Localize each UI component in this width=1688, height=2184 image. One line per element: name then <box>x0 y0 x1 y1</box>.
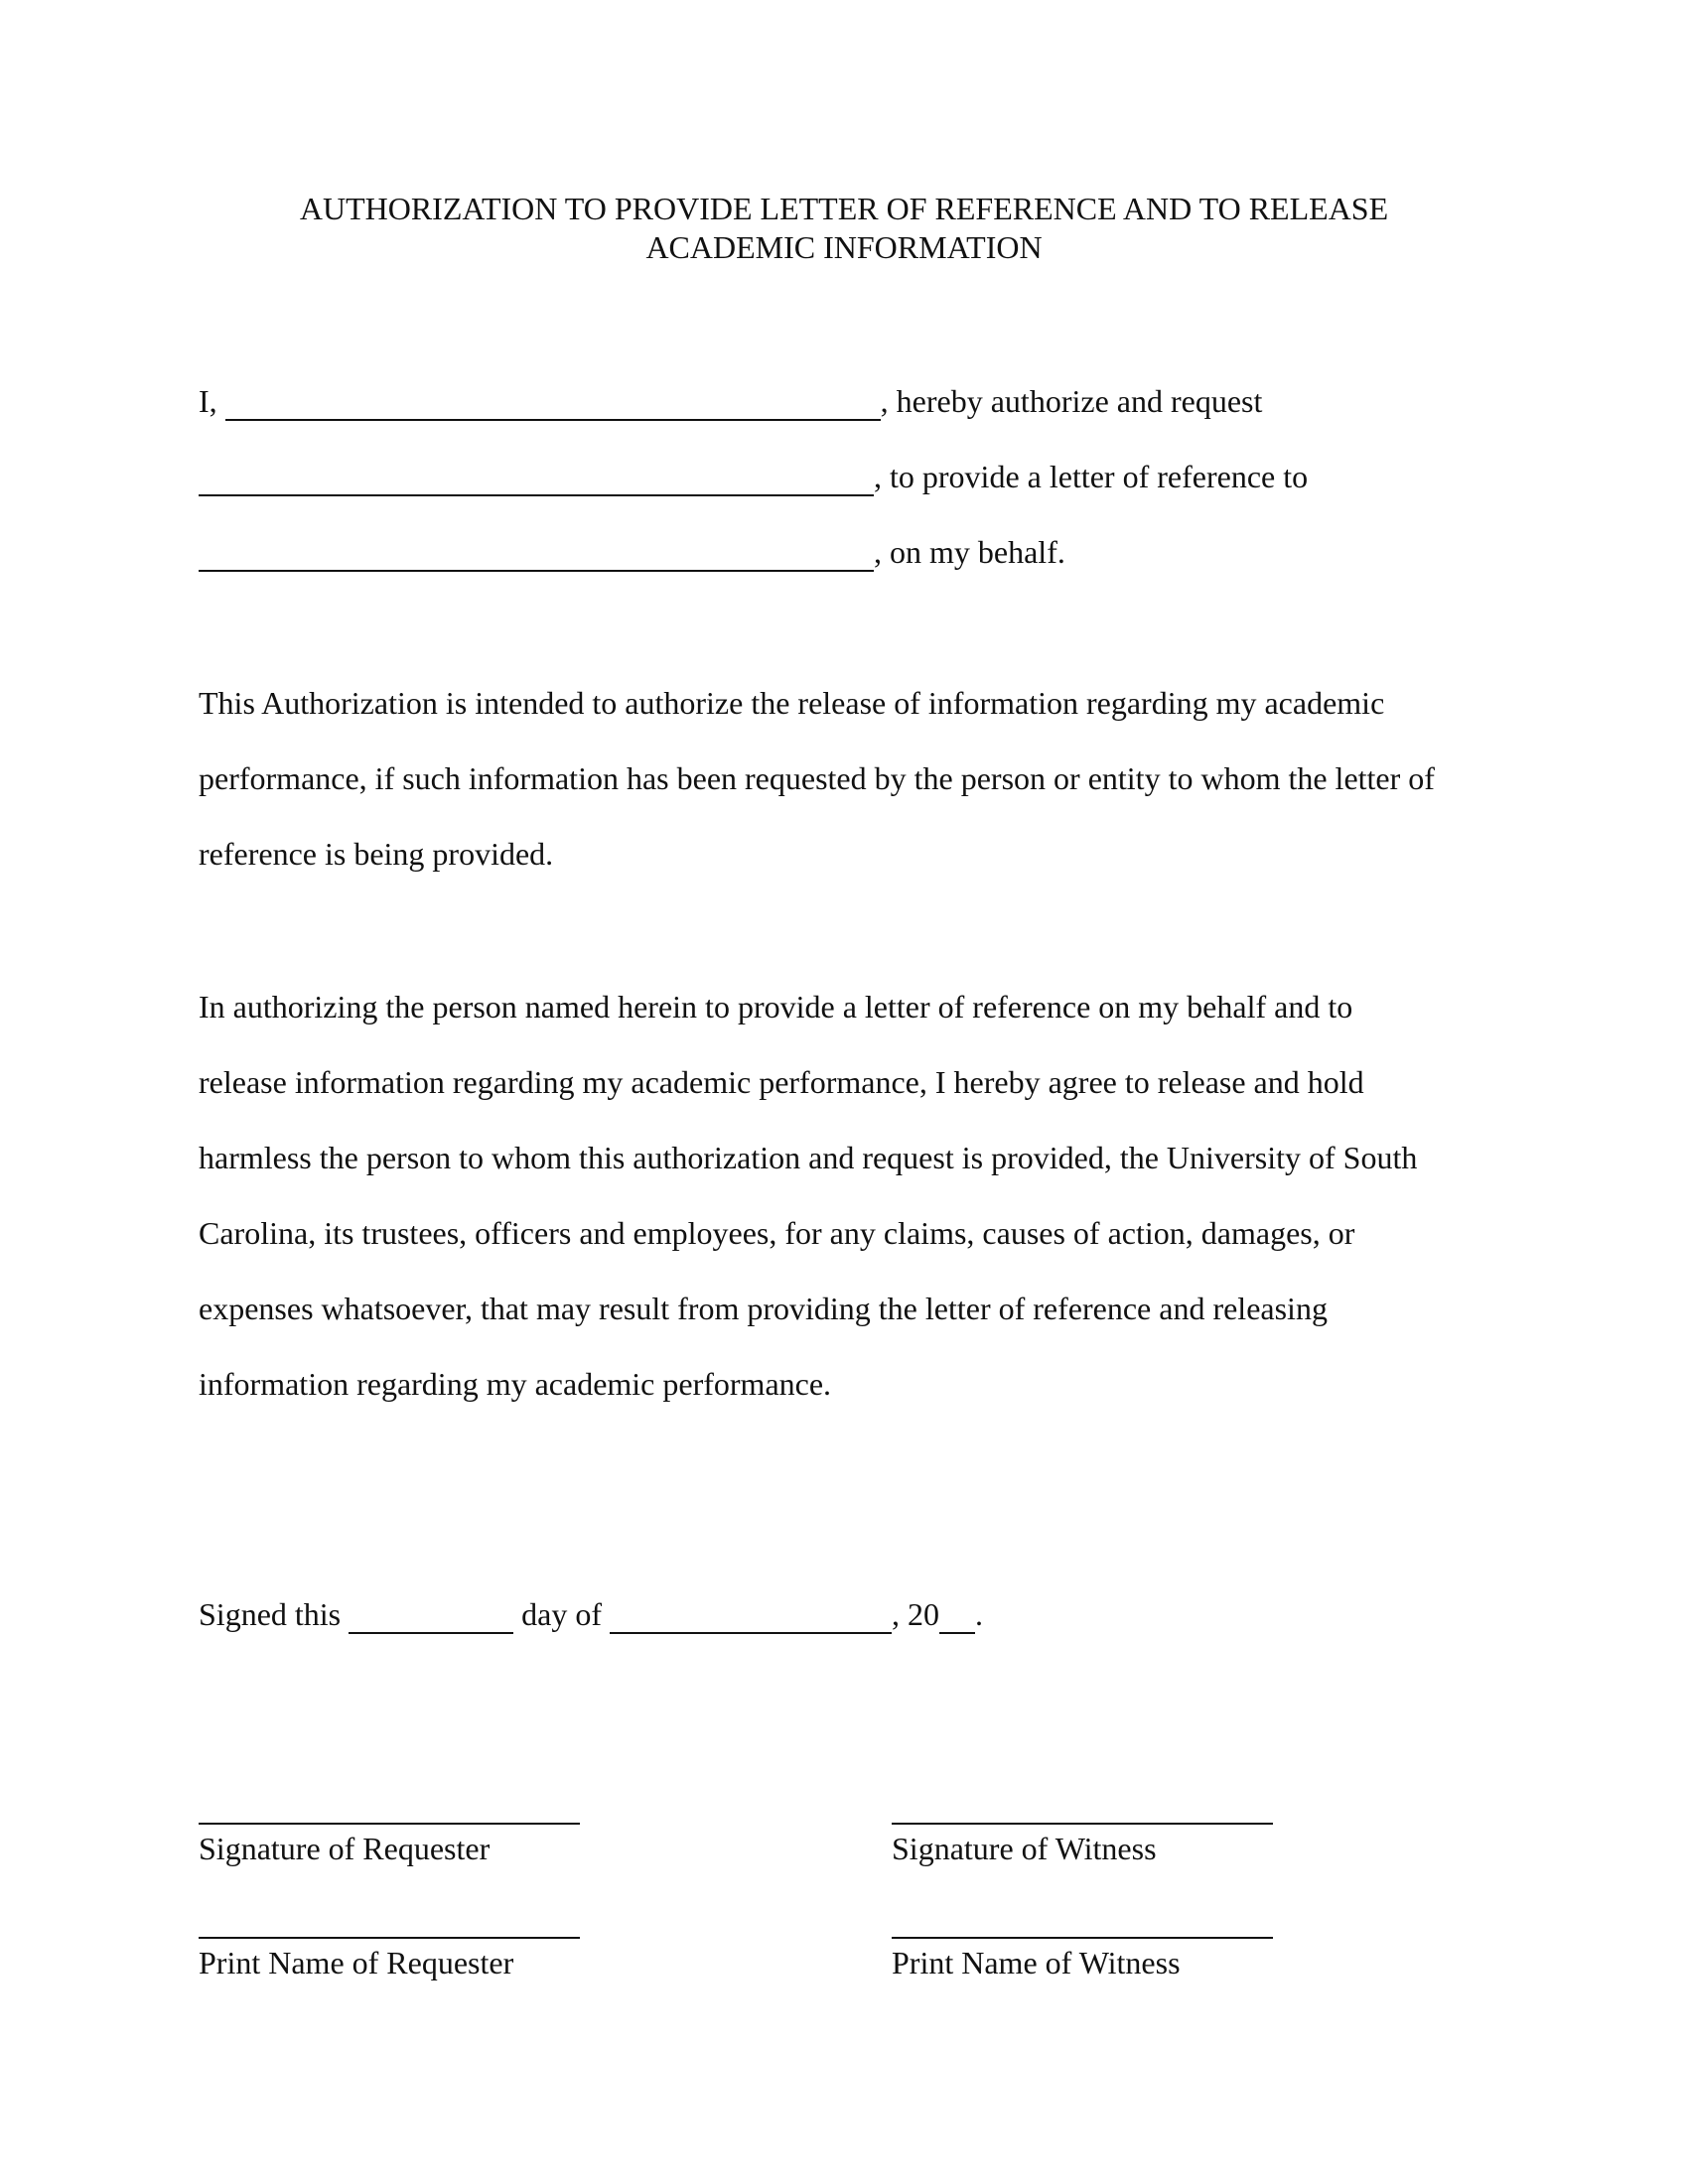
requester-name-blank[interactable] <box>225 389 881 421</box>
referee-suffix: , to provide a letter of reference to <box>874 459 1309 494</box>
requester-signature-field[interactable] <box>199 1793 580 1825</box>
paragraph-2-line: release information regarding my academic performance, I hereby agree to release and hold <box>199 1064 1364 1100</box>
requester-suffix: , hereby authorize and request <box>880 383 1263 419</box>
signed-prefix: Signed this <box>199 1596 342 1632</box>
witness-signature-field[interactable] <box>892 1793 1273 1825</box>
paragraph-2-line: harmless the person to whom this authorization and request is provided, the University of South <box>199 1140 1418 1175</box>
signed-month-blank[interactable] <box>610 1602 892 1634</box>
paragraph-1-line: performance, if such information has been requested by the person or entity to whom the letter of <box>199 760 1435 796</box>
witness-print-name-block <box>892 1907 1277 1982</box>
paragraph-2-line: expenses whatsoever, that may result from providing the letter of reference and releasing <box>199 1291 1328 1326</box>
requester-signature-label: Signature of Requester <box>199 1831 491 1866</box>
requester-print-name-block <box>199 1907 584 1982</box>
witness-print-name-label: Print Name of Witness <box>892 1945 1181 1980</box>
witness-signature-label: Signature of Witness <box>892 1831 1157 1866</box>
signed-year-blank[interactable] <box>939 1602 975 1634</box>
requester-print-name-label: Print Name of Requester <box>199 1945 514 1980</box>
referee-name-line <box>199 453 1308 496</box>
signed-year-prefix: , 20 <box>891 1596 939 1632</box>
signed-day-blank[interactable] <box>349 1602 513 1634</box>
referee-name-blank[interactable] <box>199 465 874 496</box>
requester-signature-block <box>199 1793 584 1868</box>
requester-print-name-field[interactable] <box>199 1907 580 1939</box>
paragraph-1-line: This Authorization is intended to authorize the release of information regarding my academic <box>199 685 1385 721</box>
witness-signature-block <box>892 1793 1277 1868</box>
witness-print-name-field[interactable] <box>892 1907 1273 1939</box>
signed-end: . <box>974 1596 983 1632</box>
signed-day-of: day of <box>521 1596 602 1632</box>
recipient-name-blank[interactable] <box>199 540 874 572</box>
requester-prefix: I, <box>199 383 217 419</box>
paragraph-1-line: reference is being provided. <box>199 836 554 872</box>
paragraph-2-line: Carolina, its trustees, officers and employees, for any claims, causes of action, damages, or <box>199 1215 1355 1251</box>
paragraph-2-line: In authorizing the person named herein to provide a letter of reference on my behalf and to <box>199 989 1353 1024</box>
document-title-line-1: AUTHORIZATION TO PROVIDE LETTER OF REFERENCE AND TO RELEASE <box>299 191 1389 226</box>
document-title-line-2: ACADEMIC INFORMATION <box>645 229 1043 265</box>
requester-name-line <box>199 377 1262 421</box>
paragraph-2-line: information regarding my academic performance. <box>199 1366 832 1402</box>
recipient-name-line <box>199 528 1065 572</box>
recipient-suffix: , on my behalf. <box>874 534 1065 570</box>
signed-date-line <box>199 1590 983 1634</box>
